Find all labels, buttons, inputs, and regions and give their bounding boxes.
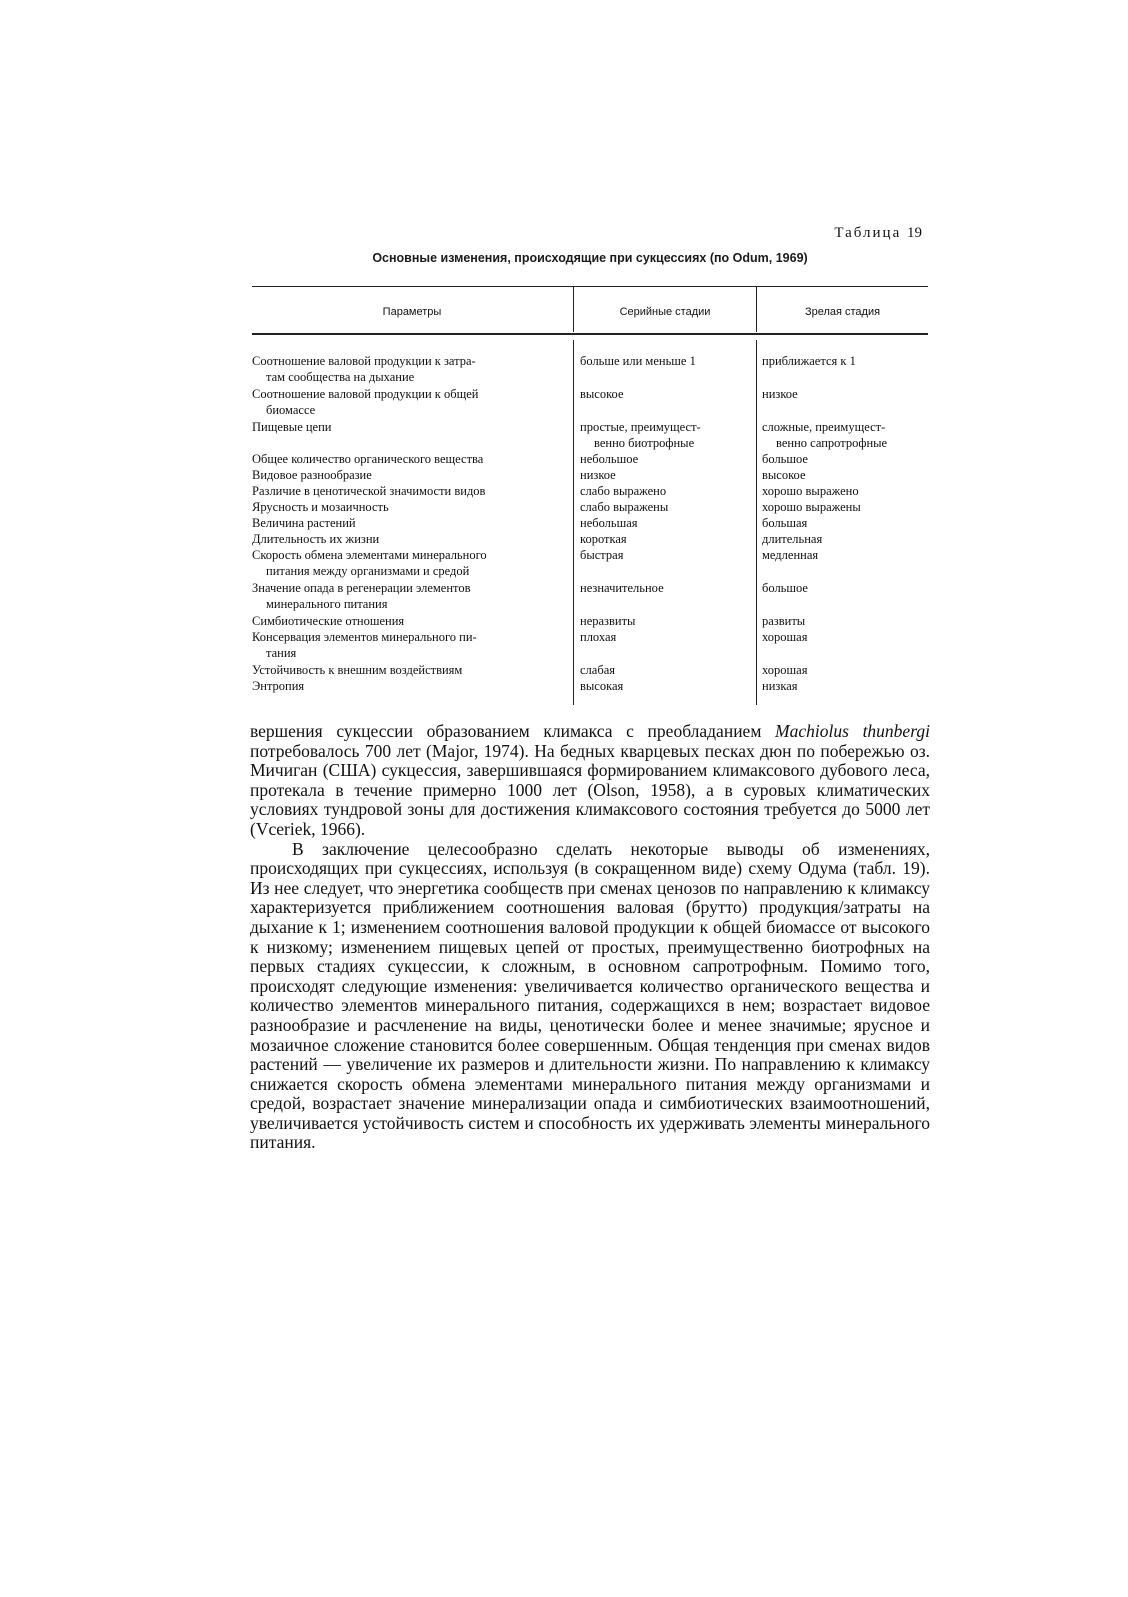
param-cell: биомассе <box>266 403 316 417</box>
mature-cell: низкая <box>762 679 798 693</box>
mature-cell: большая <box>762 516 808 530</box>
param-cell: минерального питания <box>266 597 388 611</box>
serial-cell: быстрая <box>580 548 624 562</box>
param-cell: Энтропия <box>252 679 305 693</box>
param-cell: Пищевые цепи <box>252 420 332 434</box>
mature-cell: низкое <box>762 387 798 401</box>
param-cell: Длительность их жизни <box>252 532 380 546</box>
species-name: Machiolus thunbergi <box>775 721 930 741</box>
param-cell: тания <box>266 646 297 660</box>
body-text <box>250 722 930 1153</box>
param-cell: Общее количество органического вещества <box>252 452 484 466</box>
param-cell: Различие в ценотической значимости видов <box>252 484 486 498</box>
table-column-divider <box>756 340 757 705</box>
mature-cell: хорошая <box>762 630 808 644</box>
serial-cell: слабо выражено <box>580 484 667 498</box>
table-number-value: 19 <box>907 225 922 241</box>
mature-cell: хорошо выражено <box>762 484 859 498</box>
table-number <box>800 225 922 242</box>
mature-cell: длительная <box>762 532 823 546</box>
param-cell: Симбиотические отношения <box>252 614 405 628</box>
mature-cell: венно сапротрофные <box>776 436 888 450</box>
mature-cell: хорошо выражены <box>762 500 861 514</box>
mature-cell: хорошая <box>762 663 808 677</box>
param-cell: Соотношение валовой продукции к затра- <box>252 354 476 368</box>
table-header-rule <box>252 333 928 335</box>
header-parameters: Параметры <box>382 306 442 318</box>
paragraph-2: В заключение целесообразно сделать некоторые выводы об изменениях, происходящих при сукцессиях, используя (в сокращенном виде) схему Одума (табл. 19). Из нее следует, что энергетика сообществ при сменах ценозов по направлению к климаксу характеризуется приближением соотношения валовая (брутто) продукция/затраты на дыхание к 1; изменением соотношения валовой продукции к общей биомассе от высокого к низкому; изменением пищевых цепей от простых, преимущественно биотрофных на первых стадиях сукцессии, к сложным, в основном сапротрофным. Помимо того, происходят следующие изменения: увеличивается количество органического вещества и количество элементов минерального питания, содержащихся в нем; возрастает видовое разнообразие и расчленение на виды, ценотически более и менее значимые; ярусное и мозаичное сложение становится более совершенным. Общая тенденция при сменах видов растений — увеличение их размеров и длительности жизни. По направлению к климаксу снижается скорость обмена элементами минерального питания между организмами и средой, возрастает значение минерализации опада и симбиотических взаимоотношений, увеличивается устойчивость систем и способность их удерживать элементы минерального питания. <box>250 838 930 1153</box>
param-cell: Величина растений <box>252 516 356 530</box>
table-label: Таблица <box>834 225 902 241</box>
header-mature-stage: Зрелая стадия <box>804 306 881 318</box>
paragraph-1-start: вершения сукцессии образованием климакса с преобладанием <box>250 721 776 741</box>
serial-cell: слабо выражены <box>580 500 669 514</box>
param-cell: Скорость обмена элементами минерального <box>252 548 487 562</box>
param-cell: Консервация элементов минерального пи- <box>252 630 477 644</box>
paragraph-1 <box>250 722 930 840</box>
mature-cell: большое <box>762 452 808 466</box>
serial-cell: небольшое <box>580 452 639 466</box>
table-title: Основные изменения, происходящие при сукцессиях (по Odum, 1969) <box>372 251 808 265</box>
serial-cell: простые, преимущест- <box>580 420 701 434</box>
serial-cell: плохая <box>580 630 617 644</box>
param-cell: Видовое разнообразие <box>252 468 372 482</box>
param-cell: Устойчивость к внешним воздействиям <box>252 663 463 677</box>
serial-cell: короткая <box>580 532 627 546</box>
mature-cell: приближается к 1 <box>762 354 856 368</box>
serial-cell: высокое <box>580 387 624 401</box>
serial-cell: низкое <box>580 468 616 482</box>
serial-cell: слабая <box>580 663 615 677</box>
serial-cell: незначительное <box>580 581 664 595</box>
serial-cell: высокая <box>580 679 624 693</box>
paragraph-1-end: потребовалось 700 лет (Major, 1974). На бедных кварцевых песках дюн по побережью оз. Мичиган (США) сукцессия, завершившаяся формированием климаксового дубового леса, протекала в течение примерно 1000 лет (Olson, 1958), а в суровых климатических условиях тундровой зоны для достижения климаксового состояния требуется до 5000 лет (Vceriek, 1966). <box>250 740 930 839</box>
mature-cell: развиты <box>762 614 806 628</box>
mature-cell: высокое <box>762 468 806 482</box>
param-cell: Соотношение валовой продукции к общей <box>252 387 479 401</box>
param-cell: Значение опада в регенерации элементов <box>252 581 471 595</box>
mature-cell: большое <box>762 581 808 595</box>
serial-cell: венно биотрофные <box>594 436 695 450</box>
serial-cell: небольшая <box>580 516 638 530</box>
header-serial-stages: Серийные стадии <box>619 306 711 318</box>
serial-cell: больше или меньше 1 <box>580 354 696 368</box>
param-cell: Ярусность и мозаичность <box>252 500 389 514</box>
param-cell: там сообщества на дыхание <box>266 370 415 384</box>
table-top-rule <box>252 286 928 287</box>
mature-cell: сложные, преимущест- <box>762 420 886 434</box>
mature-cell: медленная <box>762 548 819 562</box>
serial-cell: неразвиты <box>580 614 636 628</box>
param-cell: питания между организмами и средой <box>266 564 470 578</box>
